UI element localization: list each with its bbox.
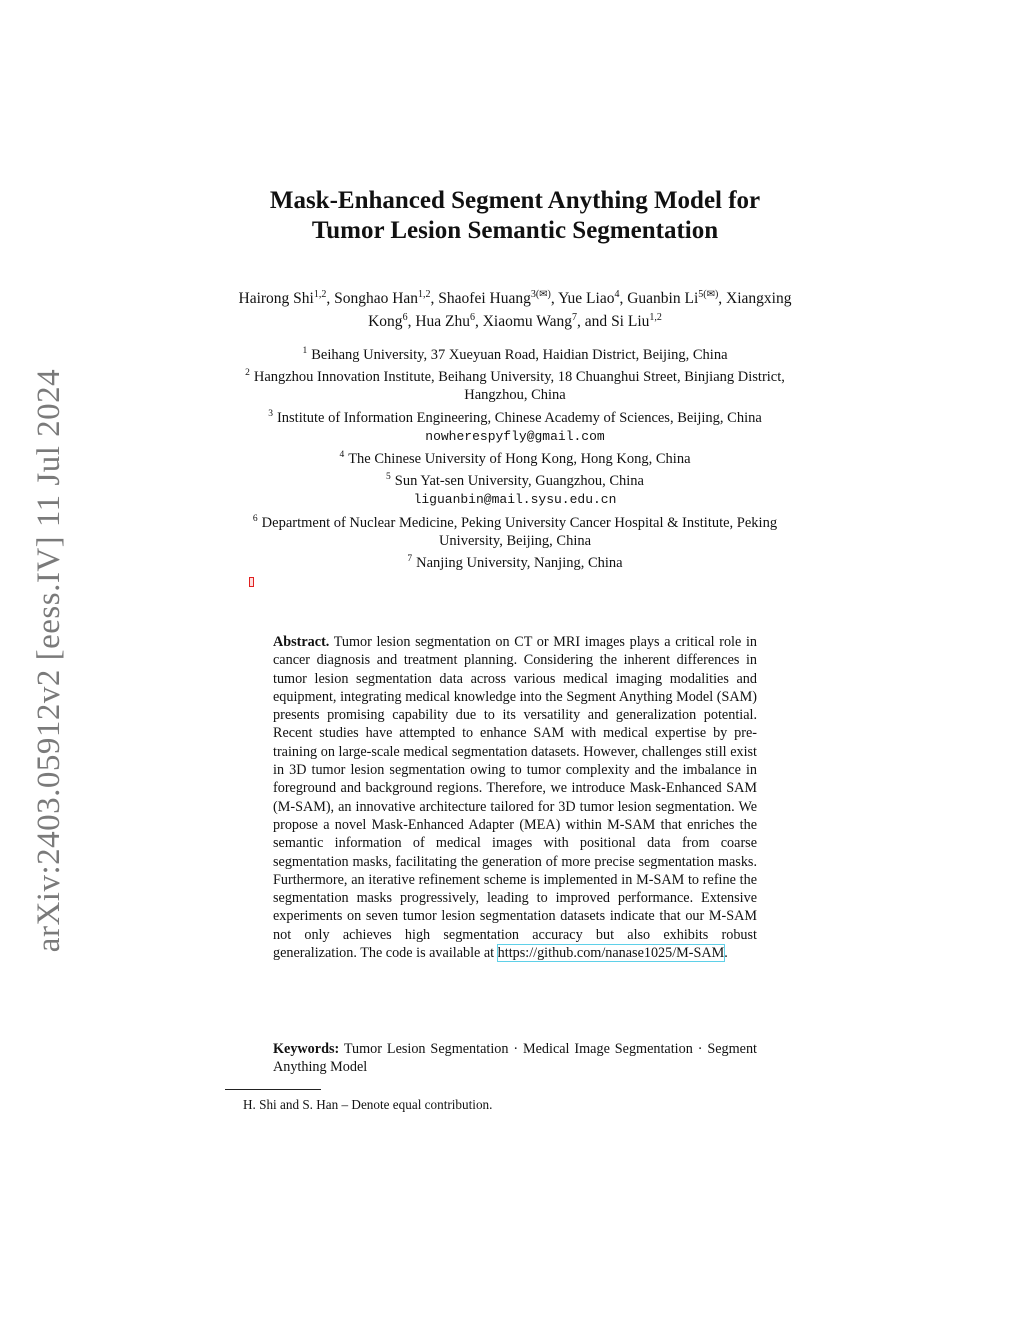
contact-email: liguanbin@mail.sysu.edu.cn: [413, 492, 617, 508]
author-name: Xiaomu Wang: [482, 313, 573, 331]
affiliation-text: Nanjing University, Nanjing, China: [416, 554, 623, 571]
affiliation-line: [220, 364, 810, 404]
affiliation-text: Beihang University, 37 Xueyuan Road, Haidian District, Beijing, China: [311, 346, 728, 363]
affiliation-line: [220, 405, 810, 427]
footnote: H. Shi and S. Han – Denote equal contribution.: [243, 1097, 493, 1112]
author-separator: ,: [619, 290, 628, 308]
affiliation-number: 5: [386, 472, 391, 483]
code-link[interactable]: https://github.com/nanase1025/M-SAM: [497, 945, 725, 962]
author-affiliation-mark: 5(✉): [698, 289, 719, 300]
author-name: Guanbin Li: [627, 290, 699, 308]
affiliation-email-line: [220, 427, 810, 446]
author-affiliation-mark: 3(✉): [530, 289, 551, 300]
abstract-end: .: [724, 945, 728, 962]
author-separator: ,: [718, 290, 727, 308]
author-affiliation-mark: 1,2: [418, 289, 431, 300]
contact-email: nowherespyfly@gmail.com: [425, 428, 605, 444]
affiliation-line: [220, 550, 810, 572]
author-affiliation-mark: 4: [614, 289, 620, 300]
affiliation-text: The Chinese University of Hong Kong, Hong Kong, China: [348, 450, 691, 467]
author-affiliation-mark: 7: [572, 312, 578, 324]
author-list: [220, 285, 810, 331]
arxiv-side-stamp: [30, 360, 70, 960]
author-separator: ,: [474, 313, 483, 331]
arxiv-identifier: arXiv:2403.05912v2 [eess.IV] 11 Jul 2024: [31, 368, 68, 952]
author-affiliation-mark: 1,2: [313, 289, 327, 300]
affiliation-text: Institute of Information Engineering, Chinese Academy of Sciences, Beijing, China: [276, 409, 762, 426]
author-name: Hua Zhu: [415, 313, 470, 331]
affiliation-line: [220, 446, 810, 468]
affiliation-text: Department of Nuclear Medicine, Peking University Cancer Hospital & Institute, Peking University, Beijing, China: [261, 514, 778, 549]
paper-title: [200, 186, 830, 246]
author-affiliation-mark: 1,2: [649, 312, 662, 324]
annotation-marker: [249, 577, 254, 587]
keywords-text: Tumor Lesion Segmentation · Medical Image Segmentation · Segment Anything Model: [273, 1041, 758, 1076]
author-name: Songhao Han: [334, 290, 419, 308]
affiliation-text: Hangzhou Innovation Institute, Beihang University, 18 Chuanghui Street, Binjiang District, Hangzhou, China: [253, 368, 785, 404]
author-name: Hairong Shi: [238, 290, 314, 308]
keywords-label: Keywords:: [273, 1041, 340, 1057]
author-separator: ,: [550, 290, 559, 308]
author-separator: ,: [407, 313, 416, 331]
affiliation-line: [220, 342, 810, 364]
abstract-label: Abstract.: [273, 634, 330, 650]
affiliation-list: [220, 342, 810, 572]
author-name: Shaofei Huang: [438, 290, 531, 308]
author-separator: ,: [326, 290, 335, 308]
affiliation-number: 3: [268, 408, 273, 419]
author-name: Si Liu: [611, 313, 650, 331]
affiliation-number: 1: [302, 346, 308, 356]
author-affiliation-mark: 6: [402, 312, 408, 324]
affiliation-number: 4: [339, 449, 345, 460]
abstract: [273, 633, 757, 962]
affiliation-line: [220, 468, 810, 490]
affiliation-number: 6: [252, 513, 258, 524]
affiliation-line: [220, 510, 810, 550]
author-separator: ,: [430, 290, 439, 308]
affiliation-number: 7: [407, 553, 413, 564]
affiliation-text: Sun Yat-sen University, Guangzhou, China: [394, 472, 644, 489]
abstract-text: Tumor lesion segmentation on CT or MRI images plays a critical role in cancer diagnosis and treatment planning. Considering the inherent differences in tumor lesion segmentation data across various medical imaging modalities and equipment, integrating medical knowledge into the Segment Anything Model (SAM) presents promising capability due to its versatility and generalization potential. Recent studies have attempted to enhance SAM with medical expertise by pre-training on large-scale medical segmentation datasets. However, challenges still exist in 3D tumor lesion segmentation owing to tumor complexity and the imbalance in foreground and background regions. Therefore, we introduce Mask-Enhanced SAM (M-SAM), an innovative architecture tailored for 3D tumor lesion segmentation. We propose a novel Mask-Enhanced Adapter (MEA) within M-SAM that enriches the semantic information of medical images with positional data from coarse segmentation masks, facilitating the generation of more precise segmentation masks. Furthermore, an iterative refinement scheme is implemented in M-SAM to refine the segmentation masks progressively, leading to improved performance. Extensive experiments on seven tumor lesion segmentation datasets indicate that our M-SAM not only achieves high segmentation accuracy but also exhibits robust generalization. The code is available at: [273, 634, 757, 962]
affiliation-number: 2: [245, 368, 250, 379]
author-name: Yue Liao: [558, 290, 615, 308]
affiliation-email-line: [220, 490, 810, 509]
keywords: [273, 1040, 757, 1077]
author-name: Xiangxing Kong: [368, 290, 792, 331]
title-line-1: Mask-Enhanced Segment Anything Model for: [269, 187, 761, 214]
title-line-2: Tumor Lesion Semantic Segmentation: [311, 217, 719, 244]
footnote-rule: [225, 1089, 321, 1090]
author-separator: , and: [577, 313, 612, 331]
author-affiliation-mark: 6: [469, 312, 475, 324]
